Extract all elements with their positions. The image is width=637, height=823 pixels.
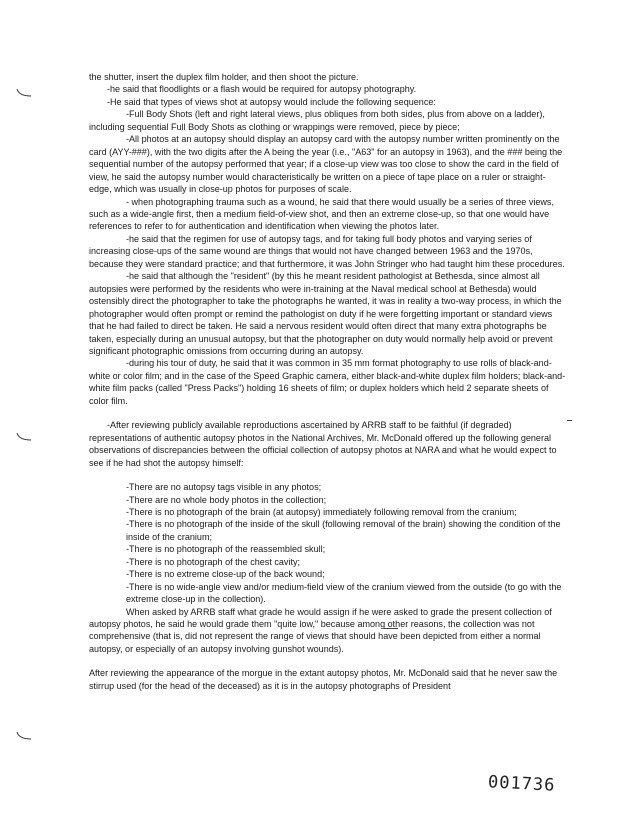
observation-item: -There is no photograph of the inside of the skull (following removal of the brain) showing the condition of the inside of the cranium;: [126, 519, 561, 542]
methodology-paragraphs: [89, 71, 567, 407]
observation-item: -There is no photograph of the brain (at autopsy) immediately following removal from the cranium;: [126, 506, 517, 517]
body-paragraph: - when photographing trauma such as a wound, he said that there would usually be a series of three views, such as a wide-angle first, then a medium field-of-view shot, and then an extreme close-up, so that one would have references to refer to for authentication and identification when viewing the photos later.: [89, 196, 554, 232]
document-body: [89, 71, 567, 692]
after-review-paragraph: -After reviewing publicly available reproductions ascertained by ARRB staff to be faithful (if degraded) representations of authentic autopsy photos in the National Archives, Mr. McDonald offered up the following general observations of discrepancies between the official collection of autopsy photos at NARA and what he would expect to see if he had shot the autopsy himself:: [89, 420, 557, 468]
stray-mark: [567, 420, 572, 421]
margin-mark-icon: [16, 88, 32, 98]
body-paragraph: -All photos at an autopsy should display an autopsy card with the autopsy number written prominently on the card (AYY-###), with the two digits after the A being the year (i.e., "A63" for an autopsy in 1963), and the ### being the sequential number of the autopsy performed that year; if a close-up view was too close to show the card in the field of view, he said the autopsy number would characteristically be written on a piece of tape place on a ruler or straight-edge, which was usually in close-up photos for purposes of scale.: [89, 134, 563, 195]
body-paragraph: -He said that types of views shot at autopsy would include the following sequence:: [107, 96, 436, 107]
observation-item: -There is no wide-angle view and/or medium-field view of the cranium viewed from the outside (to go with the extreme close-up in the collection).: [126, 581, 562, 605]
body-paragraph: -during his tour of duty, he said that it was common in 35 mm format photography to use rolls of black-and-white or color film; and in the case of the Speed Graphic camera, either black-and-white duplex film holders; black-and-white film packs (called "Press Packs") holding 16 sheets of film; or duplex holders which held 2 separate sheets of color film.: [89, 358, 566, 406]
observation-item: -There is no extreme close-up of the back wound;: [126, 569, 325, 580]
grade-paragraph: When asked by ARRB staff what grade he would assign if he were asked to grade the present collection of autopsy photos, he said he would grade them "quite low," because among other reasons, the collection was not comprehensive (that is, did not represent the range of views that should have been depicted from either a normal autopsy, or especially of an autopsy involving gunshot wounds).: [89, 606, 552, 654]
body-paragraph: -he said that floodlights or a flash would be required for autopsy photography.: [107, 84, 417, 95]
observation-item: -There are no whole body photos in the collection;: [126, 494, 327, 505]
page-number-stamp: 001736: [487, 772, 556, 796]
body-paragraph: -he said that although the "resident" (by this he meant resident pathologist at Bethesda, since almost all autopsies were performed by the residents who were in-training at the Naval medical school at Bethesda) would ostensibly direct the photographer to take the photographs he wanted, it was in reality a two-way process, in which the photographer would often prompt or remind the pathologist on duty if he were forgetting important or standard views that he had failed to direct be taken. He said a nervous resident would often direct that many extra photographs be taken, especially during an unusual autopsy, but that the photographer on duty would normally help avoid or prevent significant photographic omissions from occurring during an autopsy.: [89, 271, 562, 356]
body-paragraph: -he said that the regimen for use of autopsy tags, and for taking full body photos and varying series of increasing close-ups of the same wound are things that would not have changed between 1963 and the 1970s, because they were standard practice; and that furthermore, it was John Stringer who had taught him these procedures.: [89, 233, 565, 269]
observation-item: -There are no autopsy tags visible in any photos;: [126, 482, 322, 493]
observation-item: -There is no photograph of the reassembled skull;: [126, 544, 326, 555]
body-paragraph: -Full Body Shots (left and right lateral views, plus obliques from both sides, plus from above on a ladder), including sequential Full Body Shots as clothing or wrappings were removed, piece by piece;: [89, 109, 545, 132]
final-paragraph: After reviewing the appearance of the morgue in the extant autopsy photos, Mr. McDonald said that he never saw the stirrup used (for the head of the deceased) as it is in the autopsy photographs of President: [89, 668, 558, 691]
margin-mark-icon: [16, 432, 32, 442]
observation-item: -There is no photograph of the chest cavity;: [126, 556, 300, 567]
body-paragraph: the shutter, insert the duplex film holder, and then shoot the picture.: [89, 72, 359, 82]
observations-list: [89, 481, 567, 606]
margin-mark-icon: [16, 731, 32, 741]
